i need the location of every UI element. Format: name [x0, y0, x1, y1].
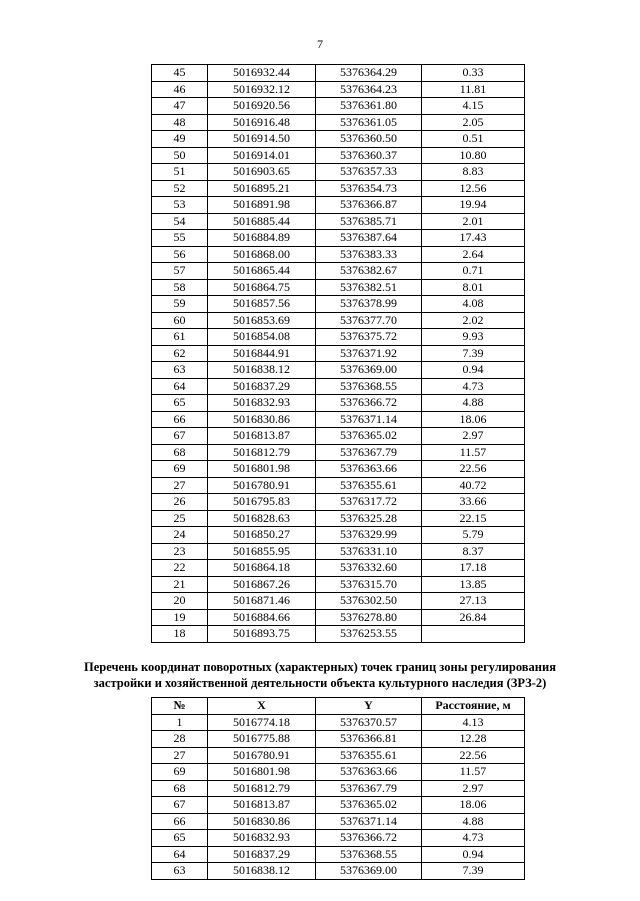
distance-cell: 4.08 — [422, 296, 525, 313]
table-row — [152, 378, 525, 395]
distance-cell: 7.39 — [422, 863, 525, 880]
x-coordinate-cell: 5016844.91 — [208, 345, 316, 362]
table-row — [152, 461, 525, 478]
point-number-cell: 52 — [152, 180, 208, 197]
y-coordinate-cell: 5376366.81 — [316, 731, 422, 748]
distance-cell: 40.72 — [422, 477, 525, 494]
point-number-cell: 25 — [152, 510, 208, 527]
point-number-cell: 20 — [152, 593, 208, 610]
y-coordinate-cell: 5376315.70 — [316, 576, 422, 593]
x-coordinate-cell: 5016884.89 — [208, 230, 316, 247]
y-coordinate-cell: 5376368.55 — [316, 378, 422, 395]
zrz2-coordinates-table — [151, 697, 525, 880]
y-coordinate-cell: 5376383.33 — [316, 246, 422, 263]
header-distance: Расстояние, м — [422, 698, 525, 715]
y-coordinate-cell: 5376317.72 — [316, 494, 422, 511]
point-number-cell: 63 — [152, 362, 208, 379]
y-coordinate-cell: 5376355.61 — [316, 747, 422, 764]
point-number-cell: 65 — [152, 395, 208, 412]
point-number-cell: 46 — [152, 81, 208, 98]
point-number-cell: 59 — [152, 296, 208, 313]
x-coordinate-cell: 5016855.95 — [208, 543, 316, 560]
point-number-cell: 61 — [152, 329, 208, 346]
point-number-cell: 26 — [152, 494, 208, 511]
table-row — [152, 576, 525, 593]
y-coordinate-cell: 5376331.10 — [316, 543, 422, 560]
x-coordinate-cell: 5016813.87 — [208, 428, 316, 445]
table-row — [152, 345, 525, 362]
distance-cell: 10.80 — [422, 147, 525, 164]
x-coordinate-cell: 5016865.44 — [208, 263, 316, 280]
point-number-cell: 64 — [152, 846, 208, 863]
x-coordinate-cell: 5016812.79 — [208, 444, 316, 461]
x-coordinate-cell: 5016891.98 — [208, 197, 316, 214]
y-coordinate-cell: 5376385.71 — [316, 213, 422, 230]
x-coordinate-cell: 5016775.88 — [208, 731, 316, 748]
distance-cell: 11.57 — [422, 764, 525, 781]
x-coordinate-cell: 5016920.56 — [208, 98, 316, 115]
x-coordinate-cell: 5016801.98 — [208, 764, 316, 781]
point-number-cell: 47 — [152, 98, 208, 115]
distance-cell: 0.71 — [422, 263, 525, 280]
x-coordinate-cell: 5016832.93 — [208, 830, 316, 847]
x-coordinate-cell: 5016884.66 — [208, 609, 316, 626]
point-number-cell: 18 — [152, 626, 208, 643]
y-coordinate-cell: 5376361.05 — [316, 114, 422, 131]
table-row — [152, 764, 525, 781]
y-coordinate-cell: 5376371.14 — [316, 813, 422, 830]
x-coordinate-cell: 5016916.48 — [208, 114, 316, 131]
table-row — [152, 114, 525, 131]
table-row — [152, 747, 525, 764]
table-row — [152, 780, 525, 797]
table-row — [152, 527, 525, 544]
table-row — [152, 444, 525, 461]
point-number-cell: 63 — [152, 863, 208, 880]
point-number-cell: 27 — [152, 747, 208, 764]
table-row — [152, 731, 525, 748]
distance-cell: 8.01 — [422, 279, 525, 296]
distance-cell: 2.64 — [422, 246, 525, 263]
y-coordinate-cell: 5376332.60 — [316, 560, 422, 577]
x-coordinate-cell: 5016932.44 — [208, 65, 316, 82]
x-coordinate-cell: 5016780.91 — [208, 477, 316, 494]
x-coordinate-cell: 5016864.18 — [208, 560, 316, 577]
point-number-cell: 54 — [152, 213, 208, 230]
table-row — [152, 609, 525, 626]
x-coordinate-cell: 5016837.29 — [208, 378, 316, 395]
table-row — [152, 477, 525, 494]
point-number-cell: 51 — [152, 164, 208, 181]
y-coordinate-cell: 5376363.66 — [316, 461, 422, 478]
table-row — [152, 213, 525, 230]
distance-cell: 4.88 — [422, 395, 525, 412]
point-number-cell: 60 — [152, 312, 208, 329]
distance-cell: 18.06 — [422, 797, 525, 814]
point-number-cell: 28 — [152, 731, 208, 748]
distance-cell: 2.05 — [422, 114, 525, 131]
point-number-cell: 23 — [152, 543, 208, 560]
y-coordinate-cell: 5376302.50 — [316, 593, 422, 610]
y-coordinate-cell: 5376361.80 — [316, 98, 422, 115]
table-row — [152, 246, 525, 263]
x-coordinate-cell: 5016854.08 — [208, 329, 316, 346]
distance-cell: 0.33 — [422, 65, 525, 82]
point-number-cell: 49 — [152, 131, 208, 148]
distance-cell: 8.83 — [422, 164, 525, 181]
table-row — [152, 428, 525, 445]
x-coordinate-cell: 5016914.01 — [208, 147, 316, 164]
distance-cell: 8.37 — [422, 543, 525, 560]
table-row — [152, 797, 525, 814]
point-number-cell: 21 — [152, 576, 208, 593]
point-number-cell: 45 — [152, 65, 208, 82]
point-number-cell: 57 — [152, 263, 208, 280]
y-coordinate-cell: 5376365.02 — [316, 797, 422, 814]
point-number-cell: 56 — [152, 246, 208, 263]
table-row — [152, 180, 525, 197]
point-number-cell: 67 — [152, 797, 208, 814]
distance-cell: 22.56 — [422, 747, 525, 764]
table-row — [152, 560, 525, 577]
point-number-cell: 66 — [152, 813, 208, 830]
distance-cell: 2.97 — [422, 780, 525, 797]
y-coordinate-cell: 5376369.00 — [316, 362, 422, 379]
table-row — [152, 395, 525, 412]
y-coordinate-cell: 5376370.57 — [316, 714, 422, 731]
distance-cell: 9.93 — [422, 329, 525, 346]
x-coordinate-cell: 5016812.79 — [208, 780, 316, 797]
table-row — [152, 164, 525, 181]
x-coordinate-cell: 5016838.12 — [208, 362, 316, 379]
y-coordinate-cell: 5376371.92 — [316, 345, 422, 362]
distance-cell: 11.57 — [422, 444, 525, 461]
distance-cell: 19.94 — [422, 197, 525, 214]
table-row — [152, 543, 525, 560]
caption-line-1: Перечень координат поворотных (характерных) точек границ зоны регулирования — [84, 660, 556, 674]
x-coordinate-cell: 5016895.21 — [208, 180, 316, 197]
y-coordinate-cell: 5376378.99 — [316, 296, 422, 313]
point-number-cell: 22 — [152, 560, 208, 577]
x-coordinate-cell: 5016932.12 — [208, 81, 316, 98]
distance-cell: 4.15 — [422, 98, 525, 115]
point-number-cell: 66 — [152, 411, 208, 428]
point-number-cell: 69 — [152, 461, 208, 478]
table-row — [152, 494, 525, 511]
x-coordinate-cell: 5016871.46 — [208, 593, 316, 610]
distance-cell: 2.97 — [422, 428, 525, 445]
distance-cell: 4.73 — [422, 830, 525, 847]
x-coordinate-cell: 5016864.75 — [208, 279, 316, 296]
x-coordinate-cell: 5016857.56 — [208, 296, 316, 313]
point-number-cell: 27 — [152, 477, 208, 494]
y-coordinate-cell: 5376329.99 — [316, 527, 422, 544]
distance-cell: 12.28 — [422, 731, 525, 748]
y-coordinate-cell: 5376355.61 — [316, 477, 422, 494]
distance-cell: 18.06 — [422, 411, 525, 428]
y-coordinate-cell: 5376325.28 — [316, 510, 422, 527]
distance-cell: 4.73 — [422, 378, 525, 395]
coordinates-table-continued — [151, 64, 525, 643]
distance-cell: 11.81 — [422, 81, 525, 98]
x-coordinate-cell: 5016853.69 — [208, 312, 316, 329]
table-row — [152, 830, 525, 847]
table-row — [152, 279, 525, 296]
x-coordinate-cell: 5016832.93 — [208, 395, 316, 412]
header-number: № — [152, 698, 208, 715]
x-coordinate-cell: 5016830.86 — [208, 411, 316, 428]
table-row — [152, 863, 525, 880]
table-row — [152, 263, 525, 280]
x-coordinate-cell: 5016801.98 — [208, 461, 316, 478]
distance-cell: 26.84 — [422, 609, 525, 626]
distance-cell: 7.39 — [422, 345, 525, 362]
table-row — [152, 296, 525, 313]
y-coordinate-cell: 5376253.55 — [316, 626, 422, 643]
y-coordinate-cell: 5376375.72 — [316, 329, 422, 346]
point-number-cell: 19 — [152, 609, 208, 626]
table-caption — [20, 659, 620, 691]
point-number-cell: 69 — [152, 764, 208, 781]
y-coordinate-cell: 5376364.29 — [316, 65, 422, 82]
x-coordinate-cell: 5016795.83 — [208, 494, 316, 511]
distance-cell: 27.13 — [422, 593, 525, 610]
point-number-cell: 65 — [152, 830, 208, 847]
table-row — [152, 81, 525, 98]
point-number-cell: 24 — [152, 527, 208, 544]
distance-cell: 22.56 — [422, 461, 525, 478]
point-number-cell: 58 — [152, 279, 208, 296]
y-coordinate-cell: 5376371.14 — [316, 411, 422, 428]
y-coordinate-cell: 5376366.72 — [316, 395, 422, 412]
y-coordinate-cell: 5376360.50 — [316, 131, 422, 148]
table-row — [152, 626, 525, 643]
table-row — [152, 98, 525, 115]
point-number-cell: 64 — [152, 378, 208, 395]
table-row — [152, 230, 525, 247]
y-coordinate-cell: 5376278.80 — [316, 609, 422, 626]
point-number-cell: 68 — [152, 780, 208, 797]
x-coordinate-cell: 5016830.86 — [208, 813, 316, 830]
table-row — [152, 362, 525, 379]
table-row — [152, 510, 525, 527]
distance-cell: 0.94 — [422, 362, 525, 379]
point-number-cell: 1 — [152, 714, 208, 731]
distance-cell: 22.15 — [422, 510, 525, 527]
distance-cell — [422, 626, 525, 643]
point-number-cell: 68 — [152, 444, 208, 461]
distance-cell: 5.79 — [422, 527, 525, 544]
x-coordinate-cell: 5016893.75 — [208, 626, 316, 643]
distance-cell: 2.02 — [422, 312, 525, 329]
distance-cell: 2.01 — [422, 213, 525, 230]
page-number: 7 — [317, 37, 323, 51]
x-coordinate-cell: 5016780.91 — [208, 747, 316, 764]
y-coordinate-cell: 5376387.64 — [316, 230, 422, 247]
y-coordinate-cell: 5376382.67 — [316, 263, 422, 280]
x-coordinate-cell: 5016837.29 — [208, 846, 316, 863]
distance-cell: 4.13 — [422, 714, 525, 731]
distance-cell: 17.43 — [422, 230, 525, 247]
y-coordinate-cell: 5376377.70 — [316, 312, 422, 329]
table-row — [152, 813, 525, 830]
y-coordinate-cell: 5376367.79 — [316, 444, 422, 461]
x-coordinate-cell: 5016868.00 — [208, 246, 316, 263]
y-coordinate-cell: 5376367.79 — [316, 780, 422, 797]
table-row — [152, 131, 525, 148]
y-coordinate-cell: 5376365.02 — [316, 428, 422, 445]
table-row — [152, 312, 525, 329]
x-coordinate-cell: 5016903.65 — [208, 164, 316, 181]
table-row — [152, 197, 525, 214]
point-number-cell: 48 — [152, 114, 208, 131]
point-number-cell: 55 — [152, 230, 208, 247]
y-coordinate-cell: 5376368.55 — [316, 846, 422, 863]
point-number-cell: 67 — [152, 428, 208, 445]
y-coordinate-cell: 5376354.73 — [316, 180, 422, 197]
point-number-cell: 50 — [152, 147, 208, 164]
x-coordinate-cell: 5016867.26 — [208, 576, 316, 593]
x-coordinate-cell: 5016774.18 — [208, 714, 316, 731]
header-y: Y — [316, 698, 422, 715]
x-coordinate-cell: 5016828.63 — [208, 510, 316, 527]
distance-cell: 13.85 — [422, 576, 525, 593]
x-coordinate-cell: 5016885.44 — [208, 213, 316, 230]
distance-cell: 33.66 — [422, 494, 525, 511]
header-x: X — [208, 698, 316, 715]
distance-cell: 4.88 — [422, 813, 525, 830]
table-row — [152, 411, 525, 428]
table-row — [152, 714, 525, 731]
x-coordinate-cell: 5016914.50 — [208, 131, 316, 148]
table-row — [152, 65, 525, 82]
table-row — [152, 329, 525, 346]
y-coordinate-cell: 5376366.87 — [316, 197, 422, 214]
table-row — [152, 593, 525, 610]
x-coordinate-cell: 5016850.27 — [208, 527, 316, 544]
distance-cell: 0.94 — [422, 846, 525, 863]
table-row — [152, 147, 525, 164]
caption-line-2: застройки и хозяйственной деятельности объекта культурного наследия (ЗРЗ-2) — [93, 676, 547, 690]
x-coordinate-cell: 5016838.12 — [208, 863, 316, 880]
y-coordinate-cell: 5376364.23 — [316, 81, 422, 98]
y-coordinate-cell: 5376363.66 — [316, 764, 422, 781]
point-number-cell: 53 — [152, 197, 208, 214]
table-header-row — [152, 698, 525, 715]
y-coordinate-cell: 5376382.51 — [316, 279, 422, 296]
distance-cell: 0.51 — [422, 131, 525, 148]
x-coordinate-cell: 5016813.87 — [208, 797, 316, 814]
y-coordinate-cell: 5376360.37 — [316, 147, 422, 164]
y-coordinate-cell: 5376369.00 — [316, 863, 422, 880]
table-row — [152, 846, 525, 863]
point-number-cell: 62 — [152, 345, 208, 362]
y-coordinate-cell: 5376357.33 — [316, 164, 422, 181]
y-coordinate-cell: 5376366.72 — [316, 830, 422, 847]
distance-cell: 12.56 — [422, 180, 525, 197]
distance-cell: 17.18 — [422, 560, 525, 577]
